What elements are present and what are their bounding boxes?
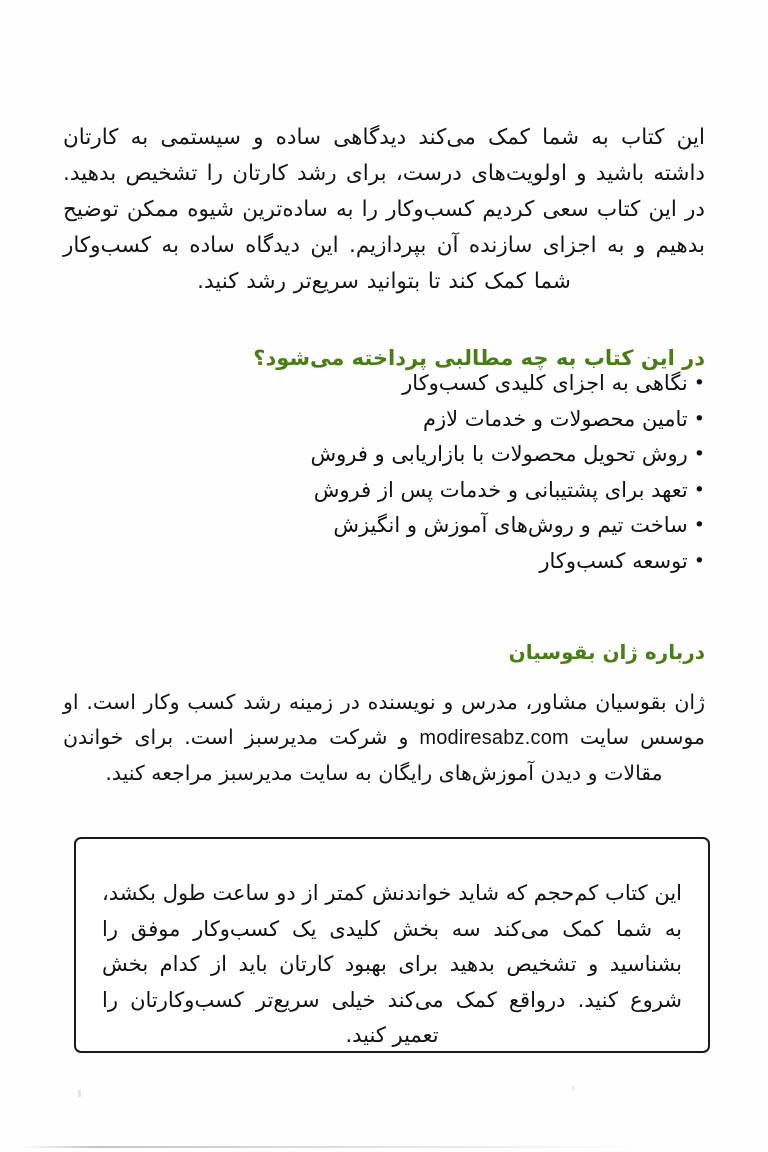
bullet-icon: • bbox=[693, 478, 705, 501]
toc-heading: در این کتاب به چه مطالبی پرداخته می‌شود؟ bbox=[253, 346, 705, 371]
scan-edge-artifact bbox=[20, 1146, 648, 1148]
list-item bbox=[63, 544, 705, 580]
bullet-icon: • bbox=[693, 407, 705, 430]
callout-text: این کتاب کم‌حجم که شاید خواندنش کمتر از دو ساعت طول بکشد، به شما کمک می‌کند سه بخش کلیدی یک کسب‌وکار موفق را بشناسید و تشخیص بدهید برای بهبود کارتان باید از کدام بخش شروع کنید. درواقع کمک می‌کند خیلی سریع‌تر کسب‌وکارتان را تعمیر کنید. bbox=[102, 881, 682, 1047]
toc-list bbox=[63, 366, 705, 579]
list-item bbox=[63, 437, 705, 473]
list-item-label: تعهد برای پشتیبانی و خدمات پس از فروش bbox=[313, 477, 688, 502]
website-url: modiresabz.com bbox=[419, 726, 569, 749]
author-bio-text-before-url: ژان بقوسیان مشاور، مدرس و نویسنده در زمینه رشد کسب وکار است. او موسس سایت bbox=[63, 689, 705, 749]
list-item bbox=[63, 473, 705, 509]
list-item-label: توسعه کسب‌وکار bbox=[539, 548, 688, 573]
bullet-icon: • bbox=[693, 549, 705, 572]
list-item-label: ساخت تیم و روش‌های آموزش و انگیزش bbox=[333, 513, 688, 537]
author-bio bbox=[63, 685, 705, 791]
bullet-icon: • bbox=[693, 443, 705, 465]
list-item-label: روش تحویل محصولات با بازاریابی و فروش bbox=[310, 442, 688, 466]
callout-box bbox=[74, 837, 710, 1053]
list-item bbox=[63, 402, 705, 438]
list-item-label: نگاهی به اجزای کلیدی کسب‌وکار bbox=[402, 371, 688, 395]
list-item bbox=[63, 366, 705, 402]
bullet-icon: • bbox=[693, 372, 705, 394]
author-heading: درباره ژان بقوسیان bbox=[508, 639, 705, 664]
scan-speck-artifact bbox=[572, 1086, 575, 1091]
author-bio-text-after-url: و شرکت مدیرسبز است. برای خواندن مقالات و دیدن آموزش‌های رایگان به سایت مدیرسبز مراجعه کنید. bbox=[63, 724, 663, 785]
list-item-label: تامین محصولات و خدمات لازم bbox=[422, 406, 688, 431]
bullet-icon: • bbox=[693, 514, 705, 536]
intro-paragraph: این کتاب به شما کمک می‌کند دیدگاهی ساده و سیستمی به کارتان داشته باشید و اولویت‌های درست، برای رشد کارتان را تشخیص بدهید. در این کتاب سعی کردیم کسب‌وکار را به ساده‌ترین شیوه ممکن توضیح بدهیم و به اجزای سازنده آن بپردازیم. این دیدگاه ساده به کسب‌وکار شما کمک کند تا بتوانید سریع‌تر رشد کنید. bbox=[63, 124, 705, 294]
scan-speck-artifact bbox=[78, 1090, 81, 1097]
list-item bbox=[63, 508, 705, 544]
